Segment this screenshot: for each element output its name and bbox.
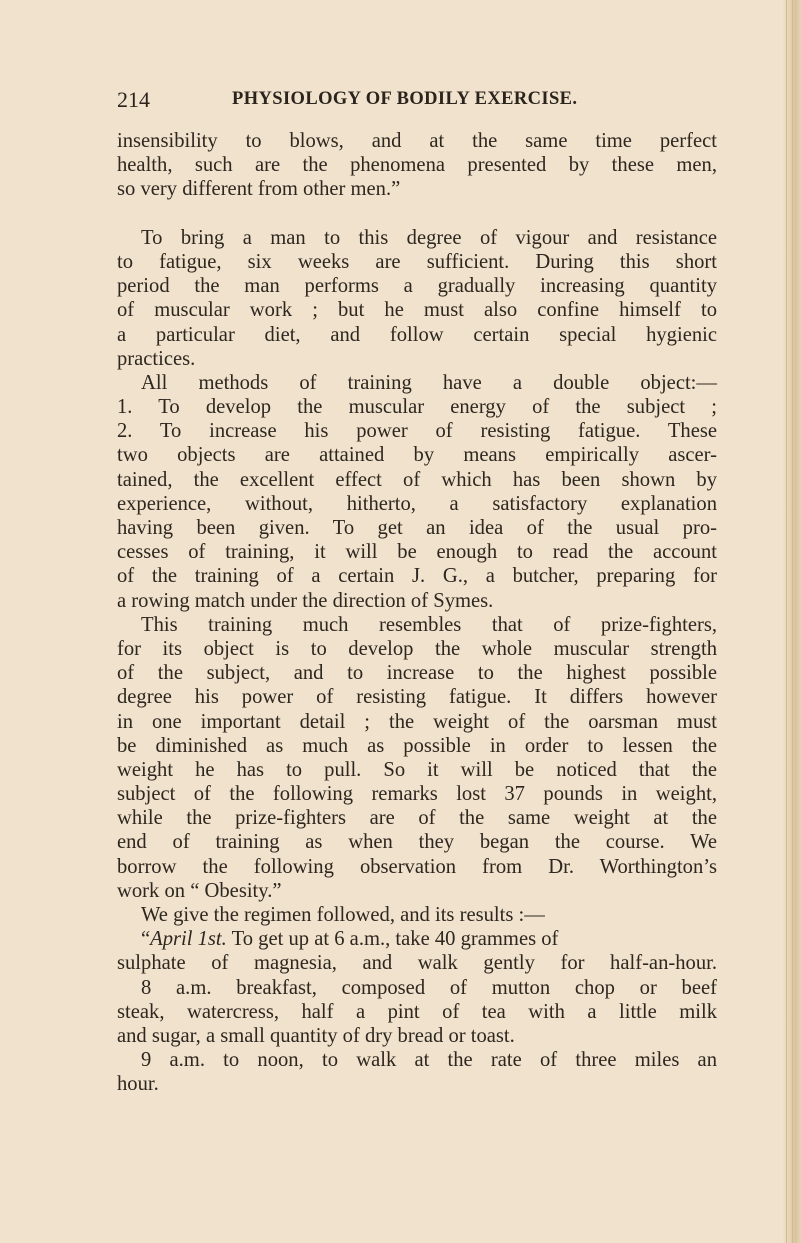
open-quote: “: [141, 928, 151, 951]
page-edge: [783, 0, 801, 1243]
text-line: We give the regimen followed, and its results :—: [141, 904, 545, 926]
text-line: for its object is to develop the whole muscular strength: [117, 637, 717, 660]
paragraph-gap: [117, 202, 717, 226]
text-line: insensibility to blows, and at the same time perfect: [117, 130, 717, 152]
text-line: To bring a man to this degree of vigour and resistance: [141, 226, 717, 249]
text-line: so very different from other men.”: [117, 178, 401, 201]
text-line: practices.: [117, 347, 196, 370]
text-line: 9 a.m. to noon, to walk at the rate of three miles an: [141, 1049, 717, 1072]
running-title: PHYSIOLOGY OF BODILY EXERCISE.: [232, 89, 578, 109]
page-number: 214: [117, 87, 150, 112]
text-line: sulphate of magnesia, and walk gently for half-an-hour.: [117, 952, 717, 975]
text-line: of the training of a certain J. G., a butcher, preparing for: [117, 565, 717, 588]
text-line: borrow the following observation from Dr. Worthington’s: [117, 855, 717, 878]
text-line: This training much resembles that of prize-fighters,: [141, 613, 717, 636]
text-line: 1. To develop the muscular energy of the subject ;: [117, 396, 717, 419]
text-line: a particular diet, and follow certain special hygienic: [117, 323, 717, 346]
text-line: 2. To increase his power of resisting fatigue. These: [117, 420, 717, 443]
text-line: steak, watercress, half a pint of tea with a little milk: [117, 1000, 717, 1023]
text-line: weight he has to pull. So it will be noticed that the: [117, 758, 717, 781]
text-line: subject of the following remarks lost 37 pounds in weight,: [117, 783, 717, 806]
text-line: 8 a.m. breakfast, composed of mutton chop or beef: [141, 976, 717, 999]
text-line-dated-entry: [117, 927, 717, 951]
text-line: having been given. To get an idea of the usual pro-: [117, 517, 717, 539]
text-line: a rowing match under the direction of Symes.: [117, 589, 494, 612]
text-line: to fatigue, six weeks are sufficient. During this short: [117, 250, 717, 273]
text-line: work on “ Obesity.”: [117, 879, 282, 902]
text-line: while the prize-fighters are of the same weight at the: [117, 807, 717, 830]
text-line: hour.: [117, 1073, 159, 1096]
running-head: [117, 87, 717, 115]
entry-text: To get up at 6 a.m., take 40 grammes of: [226, 928, 559, 951]
text-line: period the man performs a gradually increasing quantity: [117, 275, 717, 298]
text-line: experience, without, hitherto, a satisfactory explanation: [117, 492, 717, 515]
text-line: be diminished as much as possible in order to lessen the: [117, 734, 717, 757]
text-line: health, such are the phenomena presented by these men,: [117, 154, 717, 177]
text-line: of muscular work ; but he must also confine himself to: [117, 299, 717, 322]
text-line: All methods of training have a double object:—: [141, 371, 717, 394]
text-line: of the subject, and to increase to the highest possible: [117, 662, 717, 685]
body-text: [117, 129, 717, 1209]
text-line: and sugar, a small quantity of dry bread or toast.: [117, 1024, 515, 1047]
text-line: degree his power of resisting fatigue. It differs however: [117, 686, 717, 709]
text-line: tained, the excellent effect of which has been shown by: [117, 468, 717, 491]
date-heading: April 1st.: [150, 928, 227, 951]
text-line: end of training as when they began the course. We: [117, 831, 717, 854]
text-line: cesses of training, it will be enough to read the account: [117, 541, 717, 564]
text-line: two objects are attained by means empirically ascer-: [117, 444, 717, 467]
text-line: in one important detail ; the weight of the oarsman must: [117, 710, 717, 733]
